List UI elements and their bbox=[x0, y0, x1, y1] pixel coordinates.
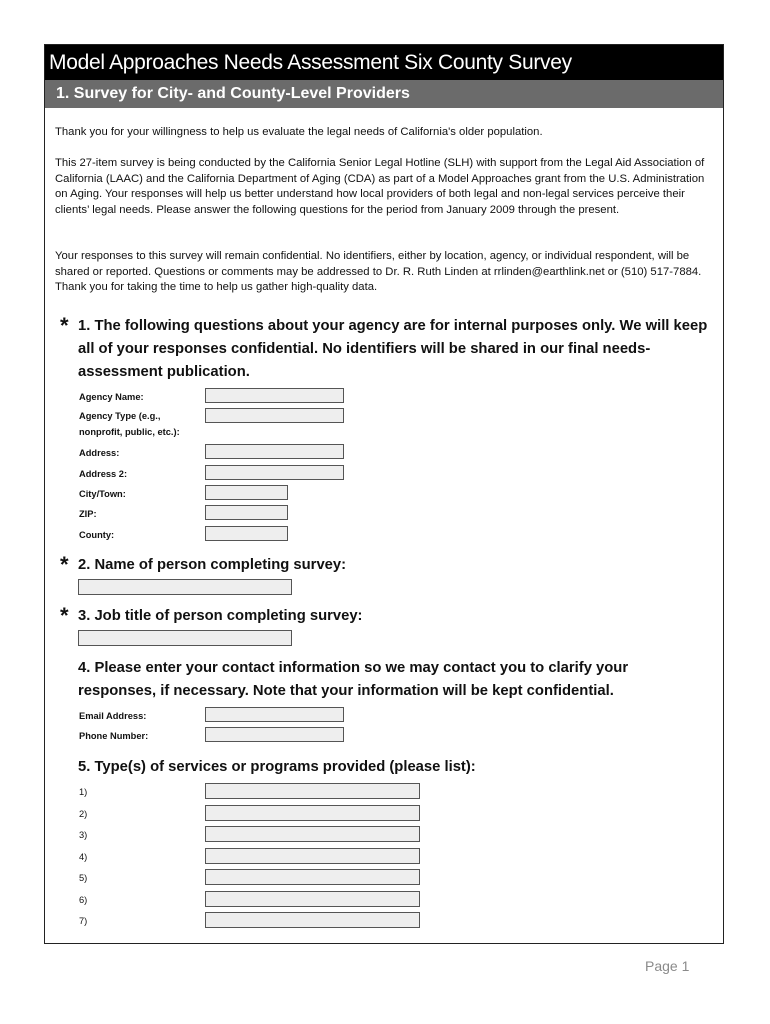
question-2: 2. Name of person completing survey: bbox=[78, 557, 347, 573]
phone-input[interactable] bbox=[205, 727, 344, 742]
intro-paragraph-3: Your responses to this survey will remain confidential. No identifiers, either by location, agency, or individual respondent, will be shared or reported. Questions or comments may be addressed to Dr. R. Ruth Linden at rrlinden@earthlink.net or (510) 517-7884. Thank you for taking the time to help us gather high-quality data. bbox=[55, 250, 702, 293]
service-item-label: 5) bbox=[79, 873, 88, 883]
service-item-input[interactable] bbox=[205, 848, 420, 864]
email-input[interactable] bbox=[205, 707, 344, 722]
address-2-input[interactable] bbox=[205, 465, 344, 480]
service-item-label: 7) bbox=[79, 916, 88, 926]
phone-label: Phone Number: bbox=[79, 731, 149, 741]
question-3: 3. Job title of person completing survey: bbox=[78, 608, 363, 624]
service-item-input[interactable] bbox=[205, 869, 420, 885]
survey-title: Model Approaches Needs Assessment Six County Survey bbox=[45, 45, 723, 80]
required-asterisk: * bbox=[60, 603, 69, 628]
service-item-input[interactable] bbox=[205, 826, 420, 842]
survey-frame bbox=[44, 44, 724, 944]
agency-name-label: Agency Name: bbox=[79, 392, 144, 402]
agency-name-input[interactable] bbox=[205, 388, 344, 403]
service-item-label: 4) bbox=[79, 852, 88, 862]
service-item-label: 3) bbox=[79, 830, 88, 840]
page-number: Page 1 bbox=[645, 958, 690, 974]
intro-paragraph-2: This 27-item survey is being conducted by the California Senior Legal Hotline (SLH) with support from the Legal Aid Association of California (LAAC) and the California Department of Aging (CDA) as part of a Model Approaches grant from the U.S. Administration on Aging. Your responses will help us better understand how local providers of both legal and non-legal services perceive their clients’ legal needs. Please answer the following questions for the period from January 2009 through the present. bbox=[55, 157, 705, 216]
service-item-label: 2) bbox=[79, 809, 88, 819]
intro-paragraph-1: Thank you for your willingness to help us evaluate the legal needs of California's older population. bbox=[55, 126, 543, 138]
city-town-input[interactable] bbox=[205, 485, 288, 500]
service-item-label: 1) bbox=[79, 787, 88, 797]
city-town-label: City/Town: bbox=[79, 489, 126, 499]
service-item-label: 6) bbox=[79, 895, 88, 905]
question-5: 5. Type(s) of services or programs provided (please list): bbox=[78, 759, 476, 775]
service-item-input[interactable] bbox=[205, 805, 420, 821]
county-input[interactable] bbox=[205, 526, 288, 541]
address-input[interactable] bbox=[205, 444, 344, 459]
agency-type-label: Agency Type (e.g., nonprofit, public, etc.): bbox=[79, 411, 180, 437]
service-item-input[interactable] bbox=[205, 783, 420, 799]
zip-input[interactable] bbox=[205, 505, 288, 520]
question-1: 1. The following questions about your agency are for internal purposes only. We will keep all of your responses confidential. No identifiers will be shared in our final needs-assessment publication. bbox=[78, 318, 708, 380]
service-item-input[interactable] bbox=[205, 912, 420, 928]
required-asterisk: * bbox=[60, 313, 69, 338]
agency-type-input[interactable] bbox=[205, 408, 344, 423]
required-asterisk: * bbox=[60, 552, 69, 577]
zip-label: ZIP: bbox=[79, 509, 97, 519]
address-2-label: Address 2: bbox=[79, 469, 128, 479]
service-item-input[interactable] bbox=[205, 891, 420, 907]
job-title-input[interactable] bbox=[78, 630, 292, 646]
name-input[interactable] bbox=[78, 579, 292, 595]
question-4: 4. Please enter your contact information so we may contact you to clarify your responses, if necessary. Note that your information will be kept confidential. bbox=[78, 660, 629, 699]
county-label: County: bbox=[79, 530, 115, 540]
section-header: 1. Survey for City- and County-Level Providers bbox=[45, 80, 723, 108]
address-label: Address: bbox=[79, 448, 120, 458]
email-label: Email Address: bbox=[79, 711, 147, 721]
